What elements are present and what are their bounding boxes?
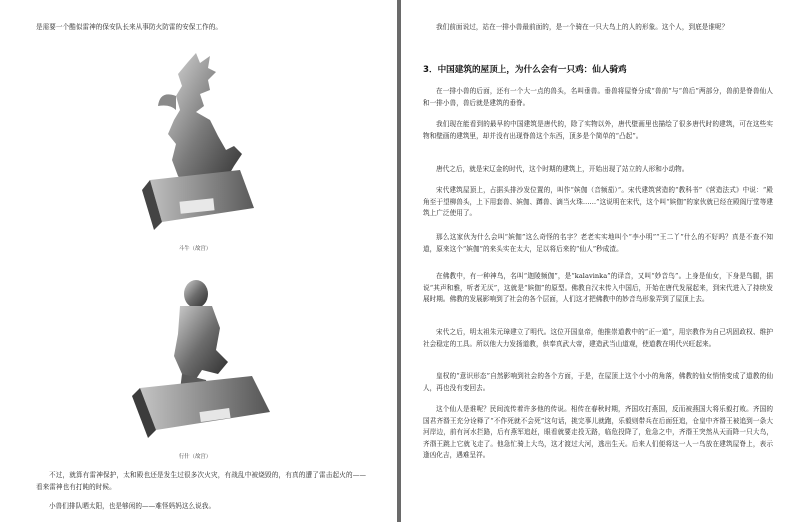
left-top-text: 是需要一个酷似雷神的保安队长来从事防火防雷的安保工作的。 <box>36 23 223 31</box>
right-para-7: 宋代之后，明太祖朱元璋建立了明代。这位开国皇帝，他推崇道教中的“正一道”，用宗教作为自己巩固政权、维护社会稳定的工具。所以他大力发扬道教，供奉真武大帝，建造武当山道观，使道教在明代兴旺起来。 <box>423 328 773 348</box>
section-heading: 3．中国建筑的屋顶上，为什么会有一只鸡：仙人骑鸡 <box>423 65 627 75</box>
right-para-6: 在佛教中，有一种神鸟，名叫“迦陵频伽”，是“kalavinka”的译音，又叫“妙音鸟”。上身是仙女，下身是鸟腿，据说“其声和雅，听者无厌”，这就是“嫔伽”的原型。佛教自汉末传入中国后，开始在唐代发展起来，到宋代进入了持续发展时期。佛教的发展影响到了社会的各个层面，人们这才把佛教中的妙音鸟形象弄到了屋顶上去。 <box>423 272 773 303</box>
caption-2: 行什（故宫） <box>178 454 212 460</box>
right-para-9: 这个仙人是谁呢？民间流传着许多他的传说。相传在春秋时期，齐国攻打燕国，反而被燕国大将乐毅打败。齐国的国君齐湣王充分诠释了“不作死就不会死”这句话，挑完事儿就跑，乐毅则带兵在后面狂追，仓皇中齐湣王被追到一条大河岸边，前有河水拦路，后有燕军追赶，眼看就要走投无路，临危投降了，危急之中，齐湣王突然从天而降一只大鸟，齐湣王跳上它就飞走了。他急忙骑上大鸟，这才渡过大河，逃出生天。后来人们便将这一人一鸟放在建筑屋脊上，表示逢凶化吉，遇难呈祥。 <box>423 405 773 459</box>
left-bottom-para-2: 小兽们排队晒太阳，也是够闲的——难怪妈妈这么说我。 <box>49 502 216 510</box>
right-para-2: 我们现在能看到的最早的中国建筑是唐代的，除了实物以外，唐代壁画里也描绘了很多唐代时的建筑，可在这些实物和壁画的建筑里，却并没有出现脊兽这个东西，顶多是个简单的“凸起”。 <box>423 120 773 140</box>
right-intro: 我们前面说过，站在一排小兽最前面的，是一个骑在一只大鸟上的人的形象。这个人，到底是谁呢？ <box>436 23 729 31</box>
left-bottom-para-1: 不过，就算有雷神保护，太和殿也还是发生过很多次火灾，有战乱中被烧毁的，有真的遭了雷击起火的——看来雷神也有打盹的时候。 <box>36 471 366 491</box>
right-para-4: 宋代建筑屋顶上，占据头排沙发位置的，叫作“嫔伽（音频茄）”。宋代建筑营造的“教科书”《营造法式》中说：“殿角至于望柳兽头，上下用套兽、嫔伽、蹲兽、滴当火珠……”这说明在宋代，这个叫“嫔伽”的家伙就已经在殿阁厅堂等建筑上广泛使用了。 <box>423 186 773 217</box>
right-para-8: 皇权的“意识形态”自然影响到社会的各个方面，于是，在屋顶上这个小小的角落，佛教的仙女悄悄变成了道教的仙人，再也没有变回去。 <box>423 372 773 392</box>
dou-niu-photo <box>130 50 260 240</box>
left-page <box>0 0 397 522</box>
caption-1: 斗牛（故宫） <box>178 246 212 252</box>
right-page <box>401 0 798 522</box>
xing-shen-photo <box>120 270 280 446</box>
right-para-3: 唐代之后，就是宋辽金的时代，这个时期的建筑上，开始出现了站立的人形和小动物。 <box>436 165 689 173</box>
right-para-5: 那么这家伙为什么会叫“嫔伽”这么奇怪的名字？老老实实地叫个“李小明”“王二丫”什么的不好吗？真是不查不知道，原来这个“嫔伽”的来头实在太大，足以将后来的“仙人”秒成渣。 <box>423 233 773 253</box>
right-para-1: 在一排小兽的后面，还有一个大一点的兽头，名叫垂兽。垂兽将屋脊分成“兽前”与“兽后”两部分，兽前是脊兽仙人和一排小兽，兽后就是建筑的垂脊。 <box>423 87 773 107</box>
